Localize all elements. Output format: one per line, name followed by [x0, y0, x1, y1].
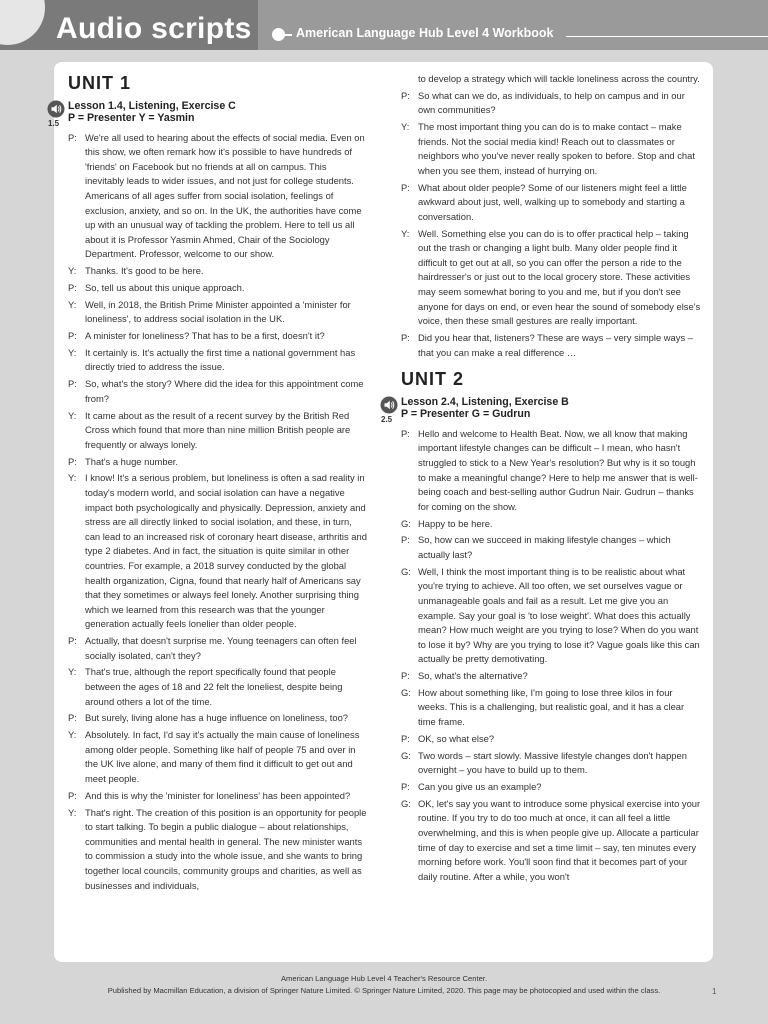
dialogue-line — [68, 281, 368, 296]
dialogue-line — [68, 264, 368, 279]
dialogue-text: Well, in 2018, the British Prime Minister appointed a 'minister for loneliness', to address social isolation in the UK. — [85, 298, 351, 325]
speaker-label: P: — [401, 332, 410, 344]
dialogue-line — [68, 409, 368, 453]
speaker-label: P: — [401, 427, 410, 439]
header-dash — [284, 34, 292, 36]
speaker-label: P: — [401, 732, 410, 744]
dialogue-line — [68, 329, 368, 344]
lesson-title: Lesson 2.4, Listening, Exercise B — [401, 395, 569, 408]
dialogue-line — [401, 427, 701, 515]
dialogue-line — [401, 533, 701, 562]
speaker-label: P: — [68, 789, 77, 801]
dialogue-line — [68, 665, 368, 709]
dialogue-line — [401, 686, 701, 730]
speaker-label: P: — [68, 378, 77, 390]
dialogue-line — [401, 565, 701, 667]
dialogue-line — [68, 728, 368, 786]
footer-line-2: Published by Macmillan Education, a division of Springer Nature Limited. © Springer Nature Limited, 2020. This page may be photocopied and used within the class. — [107, 986, 661, 995]
dialogue-line — [401, 732, 701, 747]
right-dialogue-unit1 — [401, 89, 701, 360]
speaker-label: Y: — [401, 227, 410, 239]
speaker-label: Y: — [68, 346, 77, 358]
dialogue-text: to develop a strategy which will tackle loneliness across the country. — [418, 73, 700, 84]
speaker-label: Y: — [68, 298, 77, 310]
dialogue-text: A minister for loneliness? That has to be a first, doesn't it? — [85, 330, 325, 342]
speaker-label: P: — [401, 89, 410, 101]
dialogue-text: So, tell us about this unique approach. — [85, 281, 245, 293]
dialogue-text: Absolutely. In fact, I'd say it's actually the main cause of loneliness among older people. Something like half of people 75 and over in the UK live alone, and many of them find it difficult to get out and meet people. — [85, 729, 360, 784]
lesson-1-header — [48, 99, 368, 128]
left-dialogue — [68, 131, 368, 894]
dialogue-text: That's true, although the report specifically found that people between the ages of 18 and 22 felt the loneliest, despite being around others a lot of the time. — [85, 666, 343, 707]
dialogue-line — [401, 89, 701, 118]
dialogue-text: That's right. The creation of this position is an opportunity for people to start talking. To begin a public dialogue – about relationships, communities and mental health in general. The new minister wants to commission a study into the whole issue, and she wants to bring together local councils, community groups and charities, as well as businesses and individuals, — [85, 806, 367, 891]
dialogue-line — [401, 227, 701, 329]
dialogue-text: I know! It's a serious problem, but loneliness is often a sad reality in today's modern world, and social isolation can have a negative impact both psychologically and physically. Depression, anxiety and stress are all directly linked to social isolation, and these, in turn, can lead to an increased risk of coronary heart disease, arthritis and type 2 diabetes. And in fact, the situation is quite similar in other countries. For example, a 2018 survey conducted by the global health organization, Cigna, found that nearly half of Americans say that they sometimes or always feel lonely. Another surprising thing which we learned from this research was that the younger generation actually feels lonelier than older people. — [85, 472, 367, 630]
dialogue-line — [68, 377, 368, 406]
dialogue-text: Happy to be here. — [418, 517, 493, 529]
speaker-label: G: — [401, 517, 411, 529]
speaker-label: P: — [401, 534, 410, 546]
speaker-label: P: — [401, 181, 410, 193]
dialogue-line — [68, 471, 368, 632]
dialogue-line — [401, 120, 701, 178]
speaker-label: P: — [68, 281, 77, 293]
dialogue-text: So, what's the story? Where did the idea for this appointment come from? — [85, 378, 364, 404]
dialogue-line — [401, 331, 701, 360]
dialogue-line — [401, 797, 701, 885]
footer-line-1: American Language Hub Level 4 Teacher's Resource Center. — [280, 974, 488, 983]
dialogue-line — [68, 346, 368, 375]
speaker-label: P: — [68, 635, 77, 647]
unit-2-heading: UNIT 2 — [401, 369, 465, 390]
unit-1-heading: UNIT 1 — [68, 73, 132, 93]
dialogue-text: OK, let's say you want to introduce some physical exercise into your routine. If you try to do too much at once, it can all feel a little overwhelming, and this is when people give up. Allocate a particular time of day to exercise and set a time limit – say, ten minutes every morning before work. You'll soon find that it becomes part of your daily routine. After a while, you won't — [418, 797, 701, 882]
dialogue-line — [401, 669, 701, 684]
dialogue-text: What about older people? Some of our listeners might feel a little awkward about just, well, walking up to somebody and starting a conversation. — [418, 181, 687, 222]
speaker-icon[interactable] — [380, 396, 398, 414]
page-title: Audio scripts — [56, 12, 252, 45]
lesson-2-header — [381, 395, 701, 424]
dialogue-line — [401, 181, 701, 225]
lesson-title: Lesson 1.4, Listening, Exercise C — [68, 99, 236, 112]
dialogue-text: The most important thing you can do is to make contact – make friends. Not the social media kind! Reach out to classmates or neighbors who you've never really spoken to before. Stop and chat when you see them, instead of hurrying on. — [418, 121, 695, 176]
header-rule — [566, 36, 768, 37]
speaker-label: P: — [401, 780, 410, 792]
speaker-label: Y: — [68, 472, 77, 484]
speaker-label: Y: — [68, 409, 77, 421]
dialogue-line — [68, 634, 368, 663]
dialogue-text: It certainly is. It's actually the first time a national government has directly tried to address the issue. — [85, 346, 356, 373]
speaker-label: P: — [68, 131, 77, 143]
left-column — [48, 72, 368, 895]
speaker-label: G: — [401, 686, 411, 698]
right-dialogue-unit2 — [401, 427, 701, 885]
dialogue-text: Thanks. It's good to be here. — [85, 265, 204, 277]
dialogue-line — [68, 455, 368, 470]
dialogue-text: But surely, living alone has a huge influence on loneliness, too? — [85, 712, 349, 724]
speaker-label: Y: — [68, 666, 77, 678]
book-title: American Language Hub Level 4 Workbook — [296, 26, 554, 40]
dialogue-line — [68, 131, 368, 262]
dialogue-text: Hello and welcome to Health Beat. Now, we all know that making important lifestyle changes can be difficult – I mean, who hasn't struggled to stick to a New Year's resolution? But why is it so tough to make a meaningful change? Here to help me answer that is well-being coach and best-selling author Gudrun Nair. Gudrun – thanks for coming on the show. — [418, 427, 698, 512]
dialogue-line — [401, 749, 701, 778]
speaker-label: P: — [68, 712, 77, 724]
dialogue-text: It came about as the result of a recent survey by the British Red Cross which found that more than nine million British people are frequently or always lonely. — [85, 409, 351, 450]
dialogue-text: How about something like, I'm going to lose three kilos in four weeks. This is a challenging, but realistic goal, and it has a clear time frame. — [418, 686, 685, 728]
dialogue-line — [68, 298, 368, 327]
speaker-label: Y: — [68, 265, 77, 277]
dialogue-text: Well, I think the most important thing is to be realistic about what you're trying to achieve. All too often, we set ourselves vague or unmanageable goals and fail as a result. Let me give you an example. Say your goal is 'to lose weight'. What does this actually mean? How much weight are you trying to lose? When do you want to lose it by? Why are you trying to lose it? Vague goals like this can actually be pretty demotivating. — [418, 565, 700, 665]
dialogue-text: OK, so what else? — [418, 732, 495, 744]
speaker-label: G: — [401, 565, 411, 577]
dialogue-line — [68, 789, 368, 804]
speaker-label: P: — [401, 670, 410, 682]
dialogue-text: Two words – start slowly. Massive lifestyle changes don't happen overnight – you have to build up to them. — [418, 749, 687, 776]
dialogue-text: So, what's the alternative? — [418, 670, 528, 682]
track-number: 1.5 — [48, 118, 60, 128]
lesson-roles: P = Presenter Y = Yasmin — [68, 112, 195, 125]
right-column — [381, 72, 701, 887]
speaker-label: Y: — [401, 121, 410, 133]
speaker-label: G: — [401, 749, 411, 761]
dialogue-line — [401, 72, 701, 87]
dialogue-text: So, how can we succeed in making lifestyle changes – which actually last? — [418, 534, 671, 560]
track-number: 2.5 — [381, 414, 393, 424]
dialogue-line — [401, 517, 701, 532]
speaker-label: Y: — [68, 806, 77, 818]
dialogue-text: And this is why the 'minister for loneliness' has been appointed? — [85, 789, 351, 801]
dialogue-text: We're all used to hearing about the effects of social media. Even on this show, we often remark how it's possible to have hundreds of 'friends' on Facebook but no friends at all on campus. This inevitably leads to wider issues, and not just for college students. Americans of all ages suffer from social isolation, feelings of exclusion, anxiety, and so on. In the UK, the authorities have come up with an unusual way of tackling the problem. Here to tell us all about it is Professor Yasmin Ahmed, Chair of the Sociology Department. Professor, welcome to our show. — [85, 131, 365, 260]
dialogue-text: Actually, that doesn't surprise me. Young teenagers can often feel socially isolated, can't they? — [85, 635, 357, 661]
dialogue-text: Did you hear that, listeners? These are ways – very simple ways – that you can make a real difference … — [418, 332, 693, 358]
speaker-label: P: — [68, 455, 77, 467]
speaker-label: P: — [68, 330, 77, 342]
speaker-label: G: — [401, 797, 411, 809]
dialogue-text: That's a huge number. — [85, 455, 178, 467]
dialogue-line — [401, 780, 701, 795]
header-strip — [258, 0, 768, 50]
dialogue-line — [68, 806, 368, 894]
page-number: 1 — [712, 987, 717, 996]
speaker-label: Y: — [68, 729, 77, 741]
dialogue-text: So what can we do, as individuals, to help on campus and in our own communities? — [418, 89, 685, 116]
lesson-roles: P = Presenter G = Gudrun — [401, 408, 531, 421]
dialogue-line — [68, 711, 368, 726]
dialogue-text: Well. Something else you can do is to offer practical help – taking out the trash or changing a light bulb. Many older people find it difficult to get out at all, so you can offer the person a ride to the hairdresser's or just out to the local grocery store. These activities may seem somewhat boring to you and me, but if you don't see anyone for days on end, or even hear the sound of somebody else's voice, then these small gestures are really important. — [418, 227, 701, 327]
speaker-icon[interactable] — [47, 100, 65, 118]
dialogue-text: Can you give us an example? — [418, 780, 542, 792]
